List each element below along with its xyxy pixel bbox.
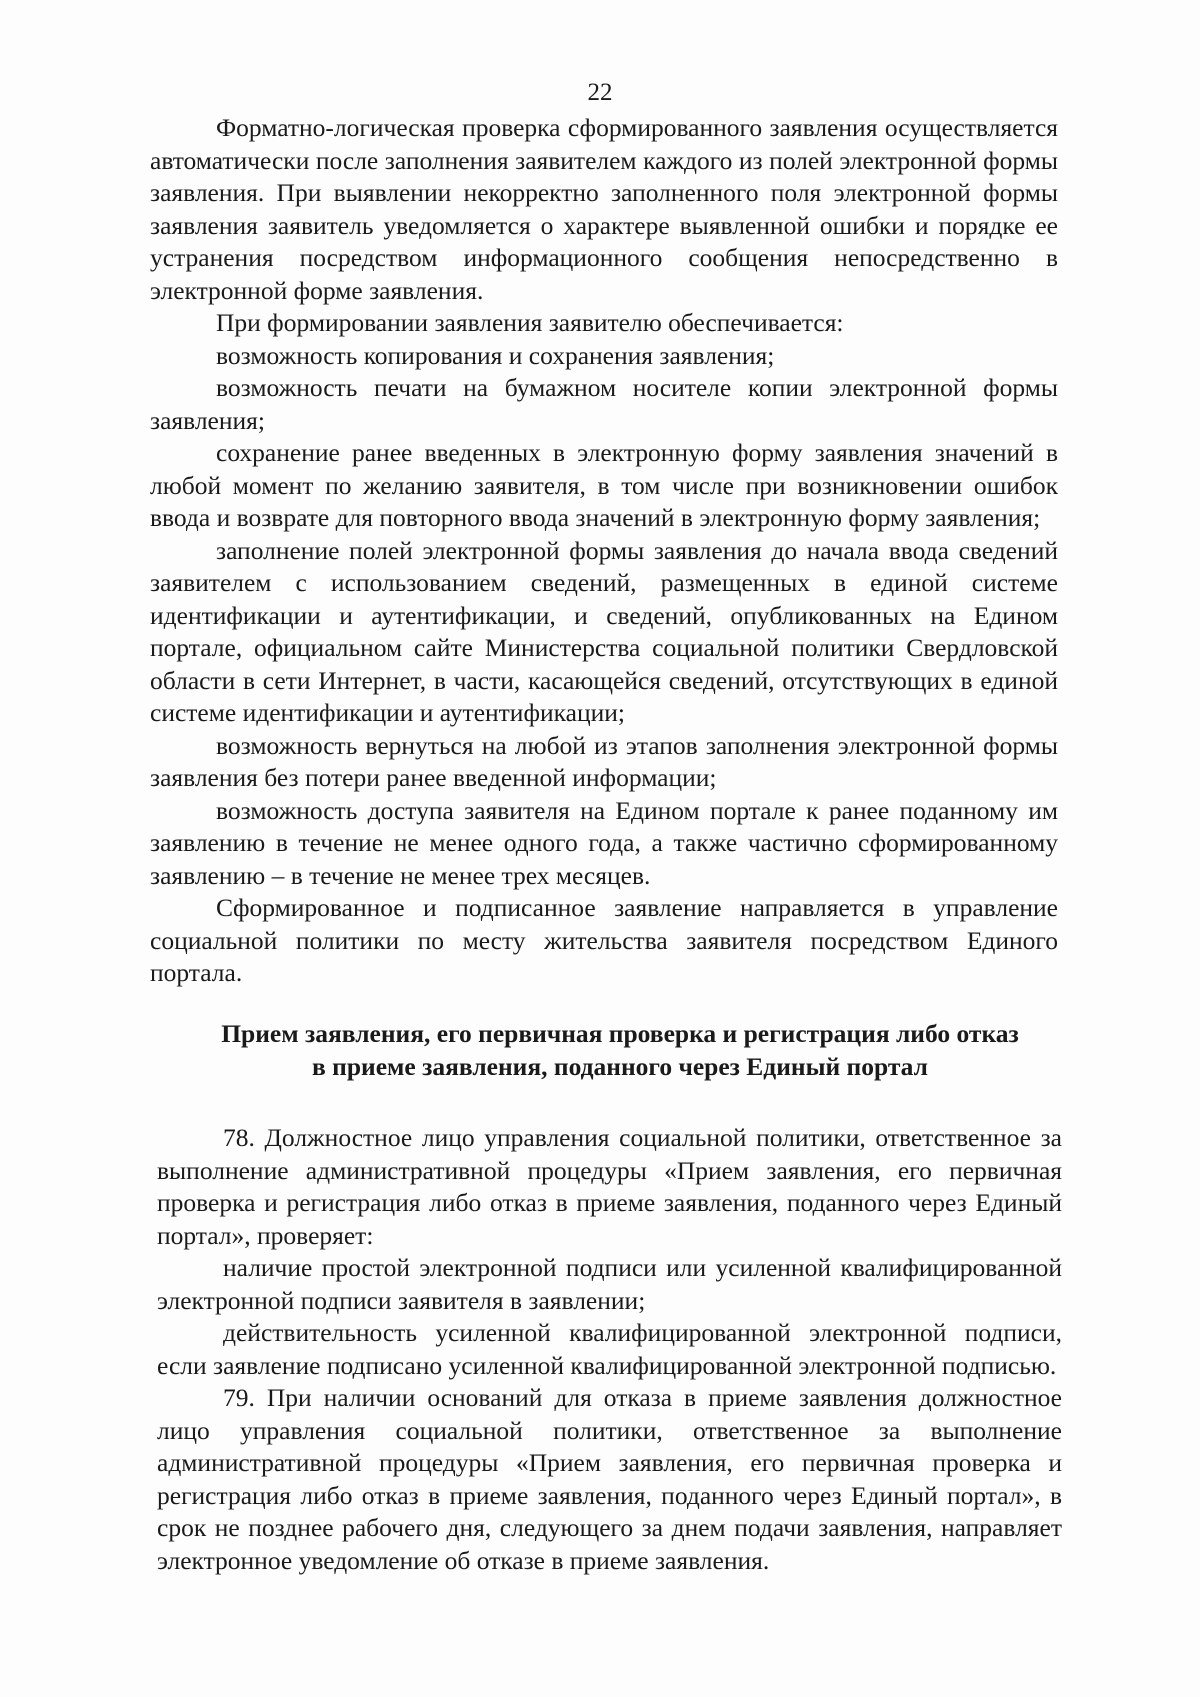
paragraph-item-78: 78. Должностное лицо управления социальной политики, ответственное за выполнение административной процедуры «Прием заявления, его первичная проверка и регистрация либо отказ в приеме заявления, поданного через Единый портал», проверяет:	[157, 1123, 1062, 1250]
paragraph-item-79: 79. При наличии оснований для отказа в приеме заявления должностное лицо управления социальной политики, ответственное за выполнение административной процедуры «Прием заявления, его первичная проверка и регистрация либо отказ в приеме заявления, поданного через Единый портал», в срок не позднее рабочего дня, следующего за днем подачи заявления, направляет электронное уведомление об отказе в приеме заявления.	[157, 1383, 1062, 1575]
paragraph-signature-validity: действительность усиленной квалифицированной электронной подписи, если заявление подписано усиленной квалифицированной электронной подписью.	[157, 1318, 1062, 1380]
section-heading	[130, 1017, 1110, 1083]
paragraph-print-copy: возможность печати на бумажном носителе копии электронной формы заявления;	[150, 373, 1058, 435]
paragraph-simple-signature: наличие простой электронной подписи или усиленной квалифицированной электронной подписи заявителя в заявлении;	[157, 1253, 1062, 1315]
paragraph-provisions-intro: При формировании заявления заявителю обеспечивается:	[216, 308, 844, 337]
section-heading-line-1: Прием заявления, его первичная проверка и регистрация либо отказ	[221, 1019, 1019, 1048]
paragraph-copy-save: возможность копирования и сохранения заявления;	[216, 340, 775, 370]
page-number: 22	[587, 79, 613, 106]
paragraph-prefill-fields: заполнение полей электронной формы заявления до начала ввода сведений заявителем с использованием сведений, размещенных в единой системе идентификации и аутентификации, и сведений, опубликованных на Едином портале, официальном сайте Министерства социальной политики Свердловской области в сети Интернет, в части, касающейся сведений, отсутствующих в единой системе идентификации и аутентификации;	[150, 535, 1058, 727]
paragraph-submission: Сформированное и подписанное заявление направляется в управление социальной политики по месту жительства заявителя посредством Единого портала.	[150, 893, 1058, 987]
paragraph-return-to-step: возможность вернуться на любой из этапов заполнения электронной формы заявления без потери ранее введенной информации;	[150, 730, 1058, 792]
paragraph-access-application: возможность доступа заявителя на Едином портале к ранее поданному им заявлению в течение не менее одного года, а также частично сформированному заявлению – в течение не менее трех месяцев.	[150, 795, 1058, 890]
paragraph-save-values: сохранение ранее введенных в электронную форму заявления значений в любой момент по желанию заявителя, в том числе при возникновении ошибок ввода и возврате для повторного ввода значений в электронную форму заявления;	[150, 438, 1058, 532]
top-text-block	[150, 112, 1058, 990]
section-heading-line-2: в приеме заявления, поданного через Единый портал	[312, 1052, 928, 1081]
bottom-text-block	[157, 1122, 1062, 1577]
paragraph-format-check: Форматно-логическая проверка сформированного заявления осуществляется автоматически после заполнения заявителем каждого из полей электронной формы заявления. При выявлении некорректно заполненного поля электронной формы заявления заявитель уведомляется о характере выявленной ошибки и порядке ее устранения посредством информационного сообщения непосредственно в электронной форме заявления.	[150, 113, 1058, 305]
